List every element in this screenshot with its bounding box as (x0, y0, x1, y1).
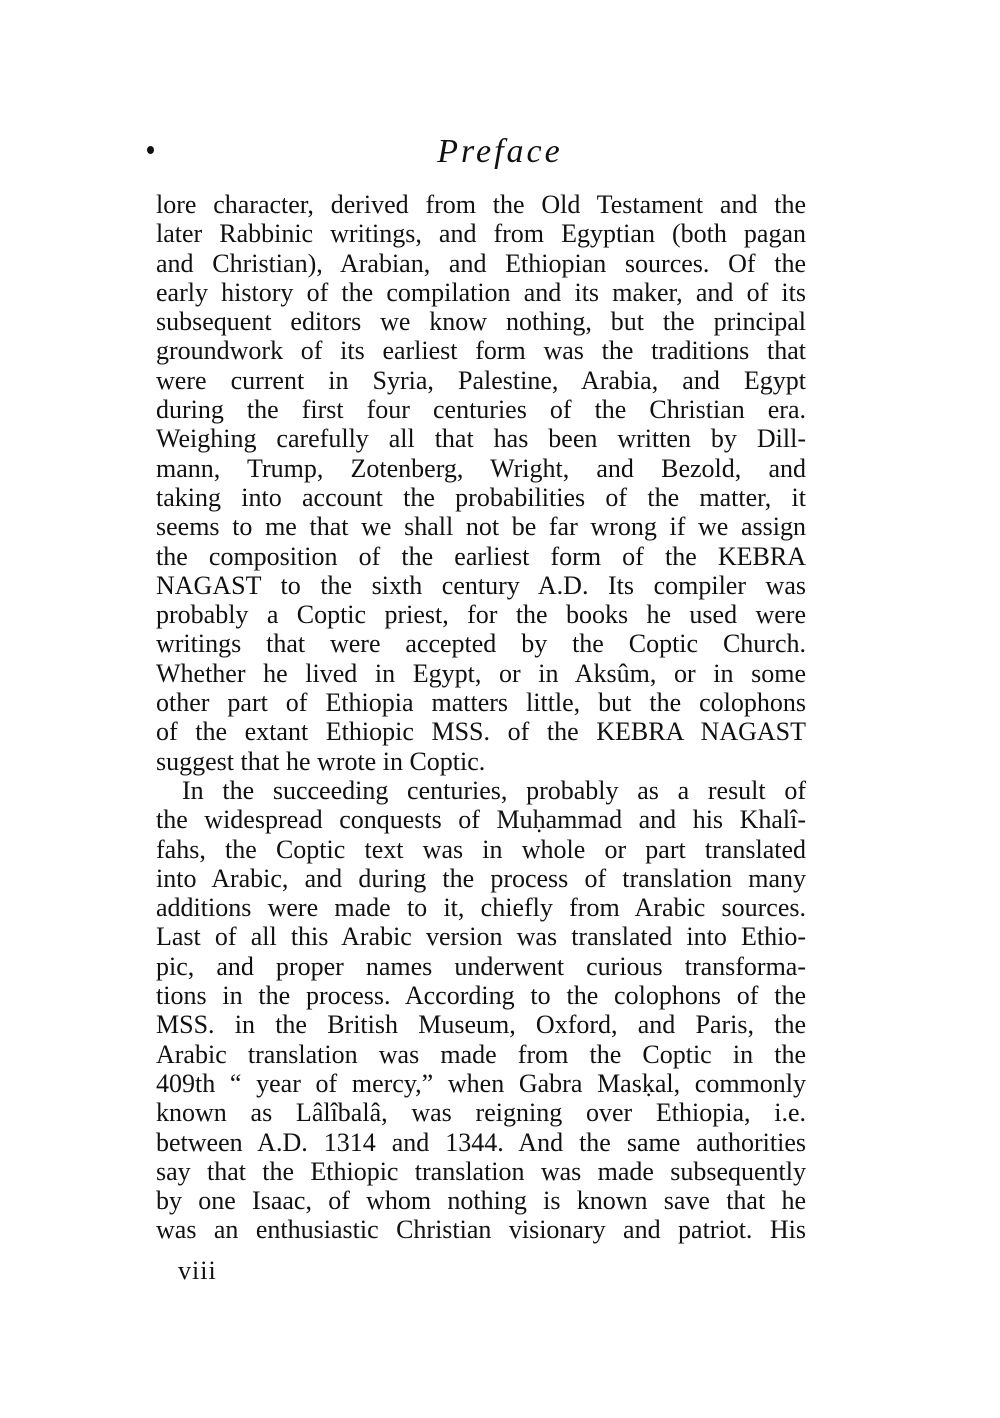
text-line: probably a Coptic priest, for the books he used were (156, 600, 806, 630)
text-line: subsequent editors we know nothing, but the principal (156, 307, 806, 337)
text-line: lore character, derived from the Old Testament and the (156, 190, 806, 219)
page-number: viii (178, 1256, 217, 1285)
text-line: Whether he lived in Egypt, or in Aksûm, or in some (156, 658, 806, 688)
text-line: between A.D. 1314 and 1344. And the same authorities (156, 1127, 806, 1157)
text-line: writings that were accepted by the Coptic Church. (156, 629, 806, 659)
text-line: additions were made to it, chiefly from Arabic sources. (156, 893, 806, 923)
text-line: suggest that he wrote in Coptic. (156, 746, 486, 776)
text-line: say that the Ethiopic translation was made subsequently (156, 1156, 806, 1186)
text-line: and Christian), Arabian, and Ethiopian sources. Of the (156, 248, 806, 278)
text-line: mann, Trump, Zotenberg, Wright, and Bezold, and (156, 453, 806, 483)
text-line: MSS. in the British Museum, Oxford, and Paris, the (156, 1010, 806, 1040)
text-line: tions in the process. According to the colophons of the (156, 981, 806, 1011)
text-line: taking into account the probabilities of the matter, it (156, 482, 806, 512)
text-line: the widespread conquests of Muḥammad and his Khalî- (156, 805, 806, 835)
text-line: early history of the compilation and its maker, and of its (156, 277, 806, 307)
text-line: were current in Syria, Palestine, Arabia, and Egypt (156, 365, 806, 395)
text-line: Arabic translation was made from the Coptic in the (156, 1039, 806, 1069)
text-line: into Arabic, and during the process of translation many (156, 863, 806, 893)
text-line: by one Isaac, of whom nothing is known save that he (156, 1186, 806, 1216)
text-line: Weighing carefully all that has been written by Dill- (156, 424, 806, 454)
body-text (156, 190, 806, 1245)
text-line: 409th “ year of mercy,” when Gabra Masḳal, commonly (156, 1068, 806, 1098)
text-line: In the succeeding centuries, probably as a result of (182, 775, 806, 805)
text-line: later Rabbinic writings, and from Egyptian (both pagan (156, 219, 806, 249)
text-line: known as Lâlîbalâ, was reigning over Ethiopia, i.e. (156, 1098, 806, 1128)
text-line: seems to me that we shall not be far wrong if we assign (156, 512, 806, 542)
text-line: pic, and proper names underwent curious transforma- (156, 951, 806, 981)
text-line: the composition of the earliest form of the KEBRA (156, 541, 806, 571)
page-title: Preface (437, 133, 563, 170)
text-line: other part of Ethiopia matters little, but the colophons (156, 688, 806, 718)
text-line: Last of all this Arabic version was translated into Ethio- (156, 922, 806, 952)
text-line: during the first four centuries of the Christian era. (156, 395, 806, 425)
text-line: of the extant Ethiopic MSS. of the KEBRA NAGAST (156, 717, 806, 747)
text-line: groundwork of its earliest form was the traditions that (156, 336, 806, 366)
text-line: fahs, the Coptic text was in whole or part translated (156, 834, 806, 864)
text-line: was an enthusiastic Christian visionary and patriot. His (156, 1215, 806, 1245)
text-line: NAGAST to the sixth century A.D. Its compiler was (156, 570, 806, 600)
